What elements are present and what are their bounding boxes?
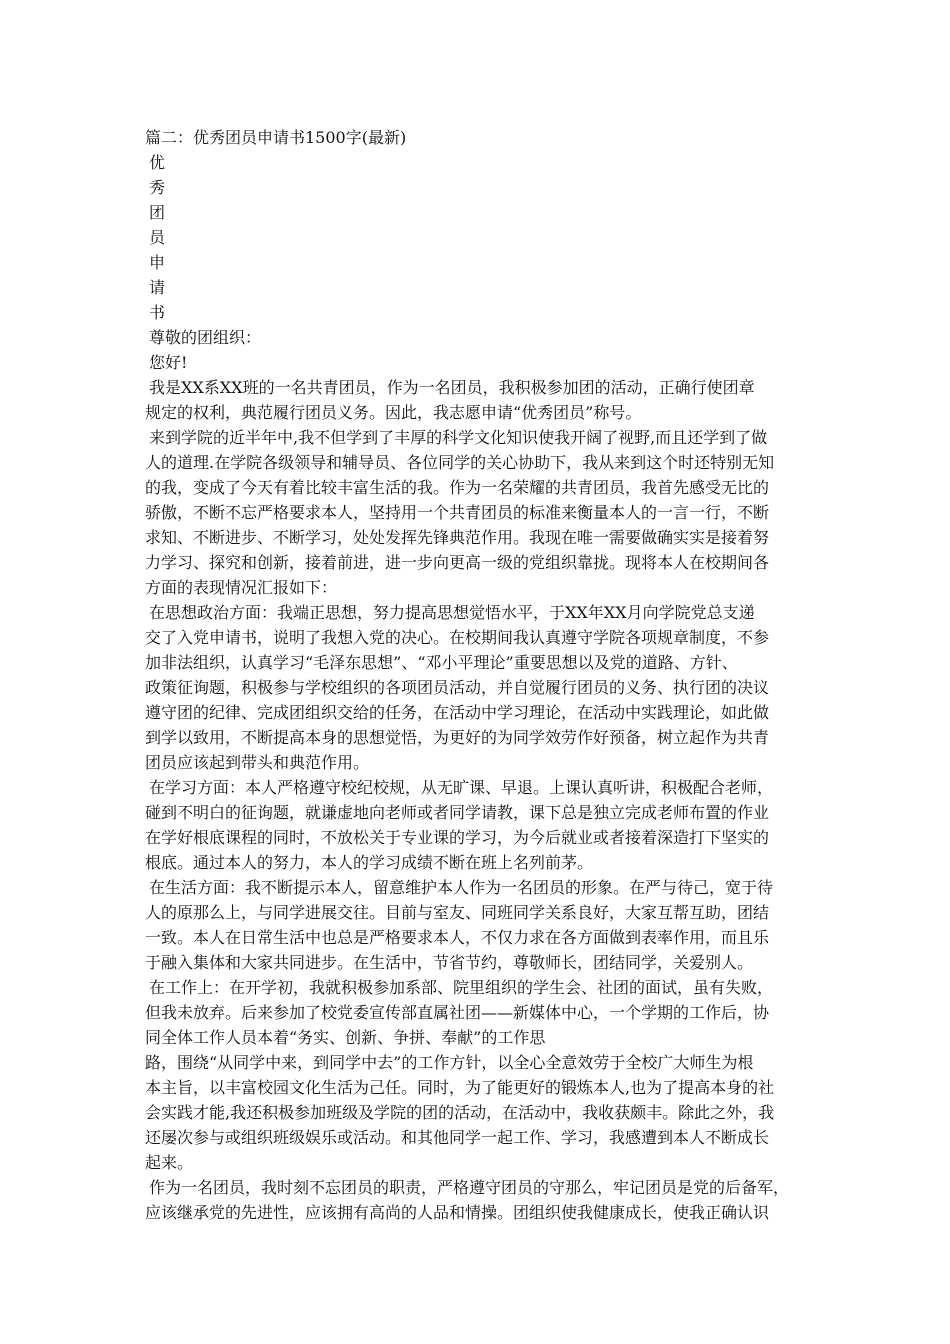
body-line: 但我未放弃。后来参加了校党委宣传部直属社团——新媒体中心，一个学期的工作后，协	[145, 1003, 770, 1022]
body-line: 在学好根底课程的同时，不放松关于专业课的学习，为今后就业或者接着深造打下坚实的	[145, 828, 770, 847]
body-line: 骄傲，不断不忘严格要求本人，坚持用一个共青团员的标准来衡量本人的一言一行，不断	[145, 503, 770, 522]
body-line: 路，围绕“从同学中来，到同学中去”的工作方针，以全心全意效劳于全校广大师生为根	[145, 1053, 754, 1072]
body-line: 作为一名团员，我时刻不忘团员的职责，严格遵守团员的守那么，牢记团员是党的后备军，	[149, 1178, 790, 1197]
body-line: 人的道理.在学院各级领导和辅导员、各位同学的关心协助下，我从来到这个时还特别无知	[145, 453, 775, 472]
greeting: 您好!	[149, 353, 188, 372]
document-title: 篇二：优秀团员申请书1500字(最新)	[145, 128, 407, 147]
body-line: 规定的权利，典范履行团员义务。因此，我志愿申请“优秀团员”称号。	[145, 403, 642, 422]
body-line: 本主旨，以丰富校园文化生活为己任。同时，为了能更好的锻炼本人,也为了提高本身的社	[145, 1078, 775, 1097]
body-line: 遵守团的纪律、完成团组织交给的任务，在活动中学习理论，在活动中实践理论，如此做	[145, 703, 770, 722]
body-line: 会实践才能,我还积极参加班级及学院的团的活动，在活动中，我收获颇丰。除此之外，我	[145, 1103, 775, 1122]
body-line: 来到学院的近半年中,我不但学到了丰厚的科学文化知识使我开阔了视野,而且还学到了做	[149, 428, 768, 447]
body-line: 起来。	[145, 1153, 194, 1172]
body-line: 求知、不断进步、不断学习，处处发挥先锋典范作用。我现在唯一需要做确实实是接着努	[145, 528, 770, 547]
body-line: 在思想政治方面：我端正思想，努力提高思想觉悟水平，于XX年XX月向学院党总支递	[149, 603, 755, 622]
body-line: 在工作上：在开学初，我就积极参加系部、院里组织的学生会、社团的面试，虽有失败，	[149, 978, 774, 997]
body-line: 加非法组织，认真学习“毛泽东思想”、“邓小平理论”重要思想以及党的道路、方针、	[145, 653, 738, 672]
body-line: 于融入集体和大家共同进步。在生活中，节省节约，尊敬师长，团结同学，关爱别人。	[145, 953, 754, 972]
body-line: 政策征询题，积极参与学校组织的各项团员活动，并自觉履行团员的义务、执行团的决议	[145, 678, 770, 697]
vertical-heading-char: 请	[149, 278, 166, 297]
body-line: 在生活方面：我不断提示本人，留意维护本人作为一名团员的形象。在严与待己，宽于待	[149, 878, 774, 897]
vertical-heading-char: 申	[149, 253, 166, 272]
body-line: 还屡次参与或组织班级娱乐或活动。和其他同学一起工作、学习，我感遭到本人不断成长	[145, 1128, 770, 1147]
salutation: 尊敬的团组织：	[149, 328, 262, 347]
body-line: 交了入党申请书，说明了我想入党的决心。在校期间我认真遵守学院各项规章制度，不参	[145, 628, 770, 647]
body-line: 应该继承党的先进性，应该拥有高尚的人品和情操。团组织使我健康成长，使我正确认识	[145, 1203, 770, 1222]
vertical-heading-char: 员	[149, 228, 166, 247]
vertical-heading-char: 书	[149, 303, 166, 322]
body-line: 方面的表现情况汇报如下：	[145, 578, 338, 597]
body-line: 力学习、探究和创新，接着前进，进一步向更高一级的党组织靠拢。现将本人在校期间各	[145, 553, 770, 572]
body-line: 碰到不明白的征询题，就谦虚地向老师或者同学请教，课下总是独立完成老师布置的作业	[145, 803, 770, 822]
body-line: 团员应该起到带头和典范作用。	[145, 753, 370, 772]
body-line: 一致。本人在日常生活中也总是严格要求本人，不仅力求在各方面做到表率作用，而且乐	[145, 928, 770, 947]
vertical-heading-char: 优	[149, 153, 166, 172]
body-line: 到学以致用，不断提高本身的思想觉悟，为更好的为同学效劳作好预备，树立起作为共青	[145, 728, 770, 747]
body-line: 根底。通过本人的努力，本人的学习成绩不断在班上名列前茅。	[145, 853, 594, 872]
body-line: 我是XX系XX班的一名共青团员，作为一名团员，我积极参加团的活动，正确行使团章	[149, 378, 755, 397]
body-line: 在学习方面：本人严格遵守校纪校规，从无旷课、早退。上课认真听讲，积极配合老师，	[149, 778, 774, 797]
vertical-heading-char: 秀	[149, 178, 166, 197]
body-line: 人的原那么上，与同学进展交往。目前与室友、同班同学关系良好，大家互帮互助，团结	[145, 903, 770, 922]
body-line: 同全体工作人员本着“务实、创新、争拼、奉献”的工作思	[145, 1028, 546, 1047]
vertical-heading-char: 团	[149, 203, 166, 222]
body-line: 的我，变成了今天有着比较丰富生活的我。作为一名荣耀的共青团员，我首先感受无比的	[145, 478, 770, 497]
